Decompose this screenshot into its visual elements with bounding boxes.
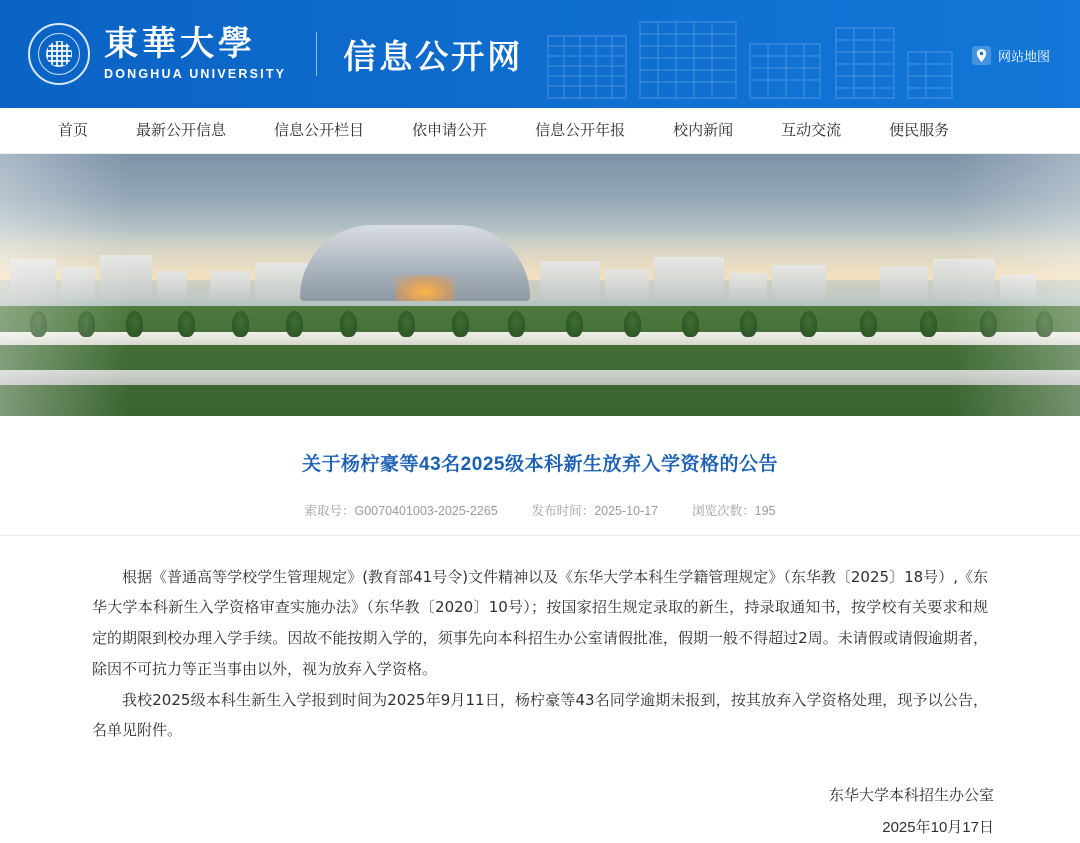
hero-road [0, 370, 1080, 385]
article-container [0, 416, 1080, 843]
nav-item-request-disclosure[interactable]: 依申请公开 [412, 121, 488, 139]
nav-item-disclosure-columns[interactable]: 信息公开栏目 [274, 121, 365, 139]
article-publish-value: 2025-10-17 [594, 503, 659, 518]
campus-banner-image [0, 154, 1080, 416]
article-index-label: 索取号： [304, 503, 355, 518]
article-index-number [304, 501, 497, 519]
hero-right-fade [950, 154, 1080, 416]
article-paragraph-2: 我校2025级本科生新生入学报到时间为2025年9月11日，杨柠豪等43名同学逾期未报到，按其放弃入学资格处理，现予以公告，名单见附件。 [92, 690, 988, 740]
site-title: 信息公开网 [343, 36, 524, 76]
article-views-label: 浏览次数： [692, 503, 755, 518]
article-signature: 东华大学本科招生办公室 [828, 787, 994, 805]
main-navigation [0, 108, 1080, 154]
university-seal-icon [28, 23, 90, 85]
logo-text-block [104, 24, 287, 82]
logo-name-en: DONGHUA UNIVERSITY [104, 67, 287, 82]
nav-item-campus-news[interactable]: 校内新闻 [673, 121, 734, 139]
article-body [0, 536, 1080, 747]
hero-lawn [0, 306, 1080, 416]
sitemap-label: 网站地图 [997, 49, 1050, 64]
article-meta [0, 501, 1080, 519]
nav-item-annual-report[interactable]: 信息公开年报 [535, 121, 626, 139]
article-paragraph-1: 根据《普通高等学校学生管理规定》(教育部41号令)文件精神以及《东华大学本科生学籍管理规定》（东华教〔2025〕18号）,《东华大学本科新生入学资格审查实施办法》（东华教〔2020〕10号）；按国家招生规定录取的新生，持录取通知书，按学校有关要求和规定的期限到校办理入学手续。因故不能按期入学的，须事先向本科招生办公室请假批准，假期一般不得超过2周。未请假或请假逾期者，除因不可抗力等正当事由以外，视为放弃入学资格。 [92, 567, 988, 678]
logo-name-cn: 東華大學 [104, 24, 256, 65]
nav-item-home[interactable]: 首页 [58, 121, 89, 139]
site-logo[interactable] [28, 16, 523, 92]
article-index-value: G0070401003-2025-2265 [354, 503, 498, 518]
logo-divider [316, 32, 317, 76]
article-publish-label: 发布时间： [531, 503, 595, 518]
sitemap-link[interactable] [972, 46, 1050, 65]
article-signature-block [0, 780, 994, 843]
article-title: 关于杨柠豪等43名2025级本科新生放弃入学资格的公告 [302, 454, 778, 475]
article-sign-date: 2025年10月17日 [882, 818, 994, 836]
nav-item-interaction[interactable]: 互动交流 [781, 121, 842, 139]
site-header [0, 0, 1080, 108]
hero-fence-wall [0, 332, 1080, 345]
hero-left-fade [0, 154, 130, 416]
location-pin-icon [972, 46, 991, 65]
nav-item-services[interactable]: 便民服务 [889, 121, 950, 139]
header-building-artwork [540, 8, 960, 108]
article-view-count [692, 501, 775, 519]
hero-far-buildings [0, 233, 1080, 301]
article-views-value: 195 [754, 503, 776, 518]
article-publish-date [532, 501, 658, 519]
nav-item-latest-info[interactable]: 最新公开信息 [136, 121, 227, 139]
